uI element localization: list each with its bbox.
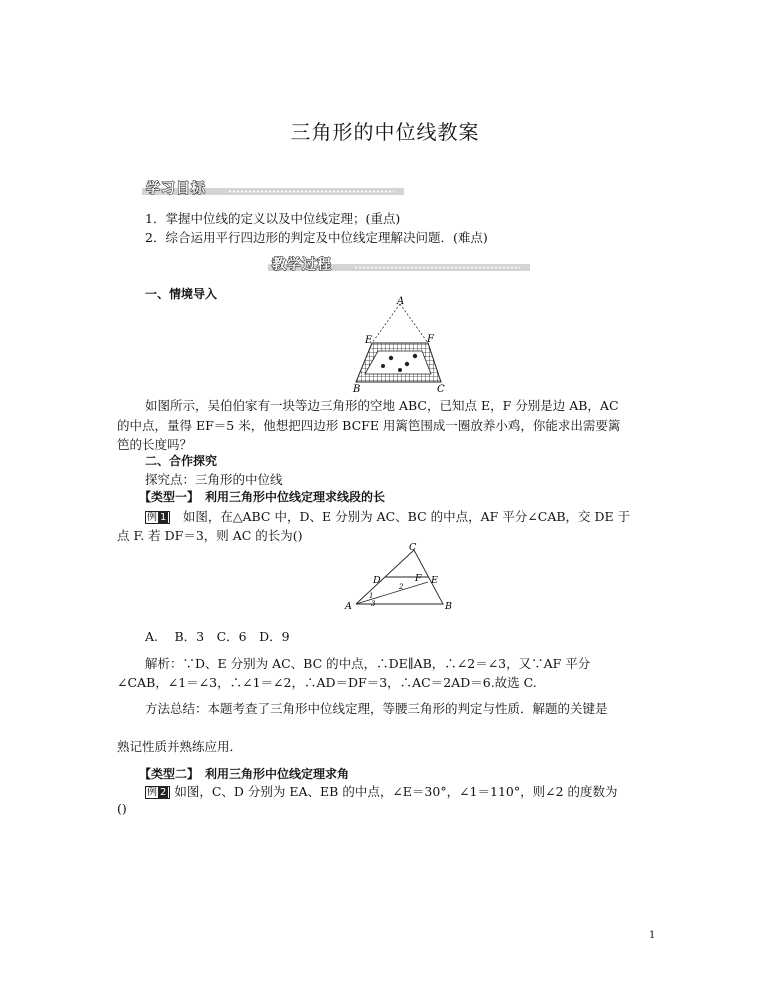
angle-1: 1 xyxy=(369,592,374,600)
label-E: E xyxy=(431,575,438,586)
section-banner-learning-goals xyxy=(142,181,404,198)
intro-text: 如图所示，吴伯伯家有一块等边三角形的空地 ABC，已知点 E，F 分别是边 AB，AC xyxy=(145,398,619,413)
label-C: C xyxy=(437,384,445,395)
goal-item: 1．掌握中位线的定义以及中位线定理；(重点) xyxy=(145,211,401,226)
label-E: E xyxy=(365,335,373,346)
figure-triangle-abc xyxy=(340,540,460,614)
banner-label: 教学过程 xyxy=(272,257,332,273)
figure-triangle-fence xyxy=(345,296,455,396)
angle-3: 3 xyxy=(371,600,376,608)
label-A: A xyxy=(345,601,352,612)
example2-line2: () xyxy=(117,801,127,816)
label-C: C xyxy=(409,542,417,553)
label-D: D xyxy=(373,575,381,586)
intro-text: 的中点，量得 EF＝5 米，他想把四边形 BCFE 用篱笆围成一圈放养小鸡，你能求出需要篱 xyxy=(117,418,621,433)
type1-heading: 【类型一】 利用三角形中位线定理求线段的长 xyxy=(139,490,386,504)
label-B: B xyxy=(445,601,452,612)
label-A: A xyxy=(397,296,405,307)
page-title: 三角形的中位线教案 xyxy=(290,120,480,144)
example1-line2: 点 F. 若 DF＝3，则 AC 的长为() xyxy=(117,528,303,543)
answer-options: A. B．3 C．6 D．9 xyxy=(145,629,290,644)
angle-2: 2 xyxy=(399,583,404,591)
part2-heading: 二、合作探究 xyxy=(145,454,218,468)
goal-item: 2．综合运用平行四边形的判定及中位线定理解决问题．(难点) xyxy=(145,230,488,245)
analysis-line: ∠CAB，∠1＝∠3，∴∠1＝∠2，∴AD＝DF＝3，∴AC＝2AD＝6.故选 C. xyxy=(117,675,537,690)
label-F: F xyxy=(415,573,422,584)
label-B: B xyxy=(353,384,361,395)
method-summary: 熟记性质并熟练应用． xyxy=(117,739,243,754)
intro-text: 笆的长度吗？ xyxy=(117,437,193,452)
example2-line1: 例 2 如图，C、D 分别为 EA、EB 的中点，∠E＝30°，∠1＝110°，则∠2 的度数为 xyxy=(147,784,618,799)
section-banner-teaching-process xyxy=(268,257,530,274)
type2-heading: 【类型二】 利用三角形中位线定理求角 xyxy=(139,767,350,781)
page-number: 1 xyxy=(649,930,656,941)
label-F: F xyxy=(427,334,434,345)
explore-point: 探究点：三角形的中位线 xyxy=(145,472,283,487)
part1-heading: 一、情境导入 xyxy=(145,287,218,301)
method-summary: 方法总结：本题考查了三角形中位线定理，等腰三角形的判定与性质．解题的关键是 xyxy=(145,701,608,716)
example-badge: 例 2 xyxy=(145,786,170,799)
banner-label: 学习目标 xyxy=(146,181,206,197)
example1-line1: 例 1 如图，在△ABC 中，D、E 分别为 AC、BC 的中点，AF 平分∠CAB，交 DE 于 xyxy=(147,509,631,524)
example-badge: 例 1 xyxy=(145,511,170,524)
analysis-line: 解析：∵D、E 分别为 AC、BC 的中点，∴DE∥AB，∴∠2＝∠3，又∵AF 平分 xyxy=(145,656,591,671)
